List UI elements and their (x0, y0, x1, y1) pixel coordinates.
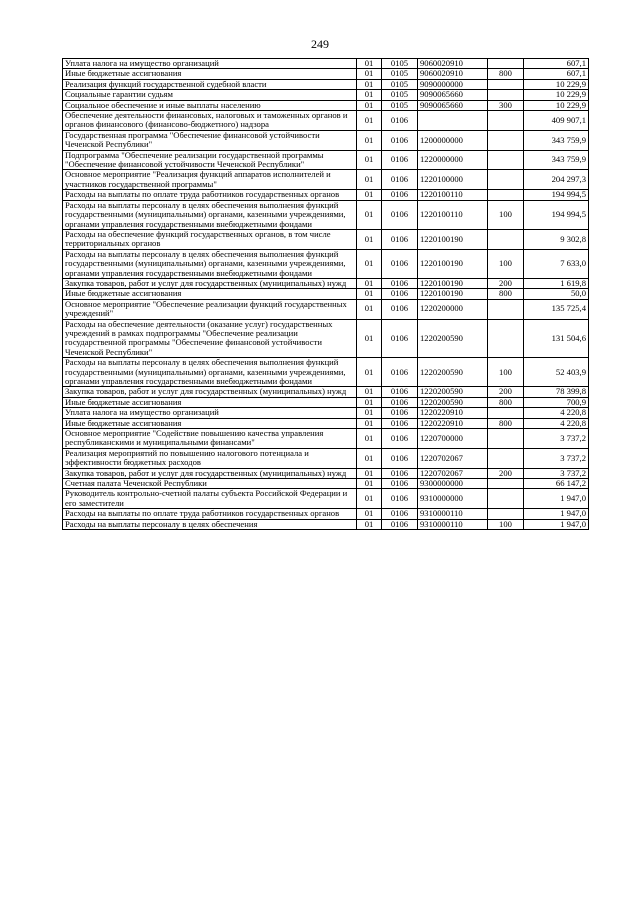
subsection-code: 0105 (382, 59, 418, 69)
section-code: 01 (357, 468, 382, 478)
table-row (63, 509, 589, 519)
expense-type-code: 100 (488, 249, 524, 278)
section-code: 01 (357, 111, 382, 131)
item-name: Социальное обеспечение и иные выплаты населению (63, 100, 357, 110)
subsection-code: 0106 (382, 418, 418, 428)
amount: 607,1 (524, 59, 589, 69)
subsection-code: 0106 (382, 278, 418, 288)
table-row (63, 319, 589, 358)
item-name: Государственная программа "Обеспечение финансовой устойчивости Чеченской Республики" (63, 130, 357, 150)
target-article-code: 9310000000 (418, 489, 488, 509)
table-row (63, 387, 589, 397)
amount: 4 220,8 (524, 418, 589, 428)
target-article-code: 9090065660 (418, 90, 488, 100)
item-name: Реализация функций государственной судебной власти (63, 79, 357, 89)
section-code: 01 (357, 278, 382, 288)
amount: 3 737,2 (524, 448, 589, 468)
amount: 10 229,9 (524, 100, 589, 110)
table-row (63, 448, 589, 468)
item-name: Социальные гарантии судьям (63, 90, 357, 100)
amount: 194 994,5 (524, 200, 589, 229)
amount: 9 302,8 (524, 229, 589, 249)
expense-type-code (488, 190, 524, 200)
section-code: 01 (357, 509, 382, 519)
item-name: Закупка товаров, работ и услуг для государственных (муниципальных) нужд (63, 387, 357, 397)
item-name: Иные бюджетные ассигнования (63, 397, 357, 407)
expense-type-code: 800 (488, 69, 524, 79)
section-code: 01 (357, 190, 382, 200)
expense-type-code (488, 408, 524, 418)
expense-type-code: 800 (488, 397, 524, 407)
table-row (63, 358, 589, 387)
item-name: Иные бюджетные ассигнования (63, 69, 357, 79)
subsection-code: 0106 (382, 387, 418, 397)
expense-type-code: 800 (488, 289, 524, 299)
amount: 135 725,4 (524, 299, 589, 319)
section-code: 01 (357, 489, 382, 509)
target-article-code: 1220200000 (418, 299, 488, 319)
expense-type-code (488, 299, 524, 319)
amount: 10 229,9 (524, 79, 589, 89)
target-article-code: 9090000000 (418, 79, 488, 89)
expense-type-code: 100 (488, 519, 524, 529)
item-name: Расходы на обеспечение деятельности (оказание услуг) государственных учреждений в рамках подпрограммы "Обеспечение реализации государственной программы "Обеспечение финансовой устойчивости Чеченской Республики" (63, 319, 357, 358)
item-name: Иные бюджетные ассигнования (63, 418, 357, 428)
expense-type-code (488, 229, 524, 249)
item-name: Расходы на выплаты персоналу в целях обеспечения (63, 519, 357, 529)
table-row (63, 429, 589, 449)
expense-type-code (488, 90, 524, 100)
subsection-code: 0106 (382, 479, 418, 489)
section-code: 01 (357, 397, 382, 407)
item-name: Счетная палата Чеченской Республики (63, 479, 357, 489)
target-article-code: 9090065660 (418, 100, 488, 110)
item-name: Реализация мероприятий по повышению налогового потенциала и эффективности бюджетных расходов (63, 448, 357, 468)
amount: 1 947,0 (524, 509, 589, 519)
table-row (63, 59, 589, 69)
section-code: 01 (357, 358, 382, 387)
item-name: Расходы на выплаты по оплате труда работников государственных органов (63, 509, 357, 519)
table-row (63, 200, 589, 229)
subsection-code: 0106 (382, 319, 418, 358)
item-name: Руководитель контрольно-счетной палаты субъекта Российской Федерации и его заместители (63, 489, 357, 509)
target-article-code: 1220100110 (418, 190, 488, 200)
expense-type-code: 200 (488, 387, 524, 397)
item-name: Расходы на выплаты по оплате труда работников государственных органов (63, 190, 357, 200)
expense-type-code (488, 79, 524, 89)
subsection-code: 0106 (382, 111, 418, 131)
expense-type-code: 100 (488, 358, 524, 387)
subsection-code: 0106 (382, 299, 418, 319)
target-article-code: 9060020910 (418, 69, 488, 79)
amount: 204 297,3 (524, 170, 589, 190)
item-name: Закупка товаров, работ и услуг для государственных (муниципальных) нужд (63, 278, 357, 288)
table-row (63, 278, 589, 288)
amount: 50,0 (524, 289, 589, 299)
subsection-code: 0105 (382, 90, 418, 100)
expense-type-code (488, 319, 524, 358)
table-row (63, 299, 589, 319)
section-code: 01 (357, 200, 382, 229)
expense-type-code: 800 (488, 418, 524, 428)
target-article-code: 1220702067 (418, 468, 488, 478)
item-name: Основное мероприятие "Обеспечение реализации функций государственных учреждений" (63, 299, 357, 319)
amount: 10 229,9 (524, 90, 589, 100)
item-name: Расходы на выплаты персоналу в целях обеспечения выполнения функций государственными (муниципальными) органами, казенными учреждениями, органами управления государственными внебюджетными фондами (63, 358, 357, 387)
subsection-code: 0106 (382, 130, 418, 150)
expense-type-code (488, 111, 524, 131)
target-article-code: 1220000000 (418, 150, 488, 170)
table-row (63, 190, 589, 200)
amount: 1 619,8 (524, 278, 589, 288)
amount: 343 759,9 (524, 150, 589, 170)
table-row (63, 418, 589, 428)
section-code: 01 (357, 229, 382, 249)
expense-type-code (488, 150, 524, 170)
target-article-code: 9310000110 (418, 519, 488, 529)
item-name: Расходы на выплаты персоналу в целях обеспечения выполнения функций государственными (муниципальными) органами, казенными учреждениями, органами управления государственными внебюджетными фондами (63, 200, 357, 229)
table-row (63, 130, 589, 150)
subsection-code: 0106 (382, 358, 418, 387)
target-article-code: 1220200590 (418, 397, 488, 407)
subsection-code: 0106 (382, 429, 418, 449)
table-row (63, 479, 589, 489)
table-row (63, 90, 589, 100)
subsection-code: 0106 (382, 289, 418, 299)
amount: 1 947,0 (524, 489, 589, 509)
subsection-code: 0106 (382, 397, 418, 407)
subsection-code: 0106 (382, 150, 418, 170)
table-row (63, 408, 589, 418)
target-article-code: 9300000000 (418, 479, 488, 489)
item-name: Закупка товаров, работ и услуг для государственных (муниципальных) нужд (63, 468, 357, 478)
amount: 4 220,8 (524, 408, 589, 418)
section-code: 01 (357, 418, 382, 428)
section-code: 01 (357, 170, 382, 190)
section-code: 01 (357, 519, 382, 529)
expense-type-code (488, 170, 524, 190)
section-code: 01 (357, 59, 382, 69)
target-article-code (418, 111, 488, 131)
item-name: Основное мероприятие "Содействие повышению качества управления республиканскими и муниципальными финансами" (63, 429, 357, 449)
subsection-code: 0106 (382, 519, 418, 529)
item-name: Уплата налога на имущество организаций (63, 408, 357, 418)
item-name: Основное мероприятие "Реализация функций аппаратов исполнителей и участников государственной программы" (63, 170, 357, 190)
section-code: 01 (357, 130, 382, 150)
amount: 409 907,1 (524, 111, 589, 131)
expense-type-code (488, 130, 524, 150)
expense-type-code (488, 489, 524, 509)
amount: 7 633,0 (524, 249, 589, 278)
table-row (63, 468, 589, 478)
item-name: Расходы на обеспечение функций государственных органов, в том числе территориальных органов (63, 229, 357, 249)
expense-type-code: 100 (488, 200, 524, 229)
item-name: Обеспечение деятельности финансовых, налоговых и таможенных органов и органов финансового (финансово-бюджетного) надзора (63, 111, 357, 131)
item-name: Подпрограмма "Обеспечение реализации государственной программы "Обеспечение финансовой устойчивости Чеченской Республики" (63, 150, 357, 170)
item-name: Уплата налога на имущество организаций (63, 59, 357, 69)
section-code: 01 (357, 479, 382, 489)
target-article-code: 1220220910 (418, 408, 488, 418)
subsection-code: 0106 (382, 448, 418, 468)
subsection-code: 0106 (382, 408, 418, 418)
section-code: 01 (357, 249, 382, 278)
expense-type-code (488, 448, 524, 468)
table-row (63, 229, 589, 249)
expense-type-code (488, 509, 524, 519)
section-code: 01 (357, 299, 382, 319)
table-row (63, 111, 589, 131)
budget-table (62, 58, 589, 530)
target-article-code: 1220100190 (418, 249, 488, 278)
expense-type-code: 200 (488, 278, 524, 288)
amount: 131 504,6 (524, 319, 589, 358)
amount: 78 399,8 (524, 387, 589, 397)
subsection-code: 0106 (382, 229, 418, 249)
section-code: 01 (357, 429, 382, 449)
subsection-code: 0106 (382, 489, 418, 509)
expense-type-code: 200 (488, 468, 524, 478)
subsection-code: 0105 (382, 69, 418, 79)
budget-table-body (63, 59, 589, 530)
amount: 194 994,5 (524, 190, 589, 200)
amount: 66 147,2 (524, 479, 589, 489)
amount: 1 947,0 (524, 519, 589, 529)
expense-type-code (488, 59, 524, 69)
section-code: 01 (357, 319, 382, 358)
section-code: 01 (357, 90, 382, 100)
table-row (63, 100, 589, 110)
target-article-code: 1220100190 (418, 229, 488, 249)
subsection-code: 0105 (382, 100, 418, 110)
section-code: 01 (357, 448, 382, 468)
subsection-code: 0106 (382, 509, 418, 519)
table-row (63, 79, 589, 89)
item-name: Расходы на выплаты персоналу в целях обеспечения выполнения функций государственными (муниципальными) органами, казенными учреждениями, органами управления государственными внебюджетными фондами (63, 249, 357, 278)
table-row (63, 249, 589, 278)
target-article-code: 1220700000 (418, 429, 488, 449)
table-row (63, 519, 589, 529)
subsection-code: 0106 (382, 200, 418, 229)
expense-type-code (488, 479, 524, 489)
amount: 3 737,2 (524, 429, 589, 449)
target-article-code: 1220100190 (418, 278, 488, 288)
table-row (63, 489, 589, 509)
expense-type-code: 300 (488, 100, 524, 110)
subsection-code: 0105 (382, 79, 418, 89)
page-number: 249 (311, 37, 329, 51)
table-row (63, 170, 589, 190)
section-code: 01 (357, 79, 382, 89)
target-article-code: 1220200590 (418, 387, 488, 397)
subsection-code: 0106 (382, 249, 418, 278)
section-code: 01 (357, 150, 382, 170)
target-article-code: 1220100000 (418, 170, 488, 190)
table-row (63, 69, 589, 79)
target-article-code: 9060020910 (418, 59, 488, 69)
table-row (63, 289, 589, 299)
amount: 607,1 (524, 69, 589, 79)
item-name: Иные бюджетные ассигнования (63, 289, 357, 299)
section-code: 01 (357, 387, 382, 397)
target-article-code: 1220200590 (418, 319, 488, 358)
target-article-code: 1220100110 (418, 200, 488, 229)
subsection-code: 0106 (382, 190, 418, 200)
amount: 700,9 (524, 397, 589, 407)
subsection-code: 0106 (382, 170, 418, 190)
target-article-code: 1220702067 (418, 448, 488, 468)
amount: 343 759,9 (524, 130, 589, 150)
target-article-code: 1200000000 (418, 130, 488, 150)
section-code: 01 (357, 69, 382, 79)
table-row (63, 150, 589, 170)
section-code: 01 (357, 289, 382, 299)
target-article-code: 1220200590 (418, 358, 488, 387)
target-article-code: 9310000110 (418, 509, 488, 519)
amount: 52 403,9 (524, 358, 589, 387)
target-article-code: 1220100190 (418, 289, 488, 299)
subsection-code: 0106 (382, 468, 418, 478)
amount: 3 737,2 (524, 468, 589, 478)
target-article-code: 1220220910 (418, 418, 488, 428)
table-row (63, 397, 589, 407)
section-code: 01 (357, 100, 382, 110)
section-code: 01 (357, 408, 382, 418)
expense-type-code (488, 429, 524, 449)
